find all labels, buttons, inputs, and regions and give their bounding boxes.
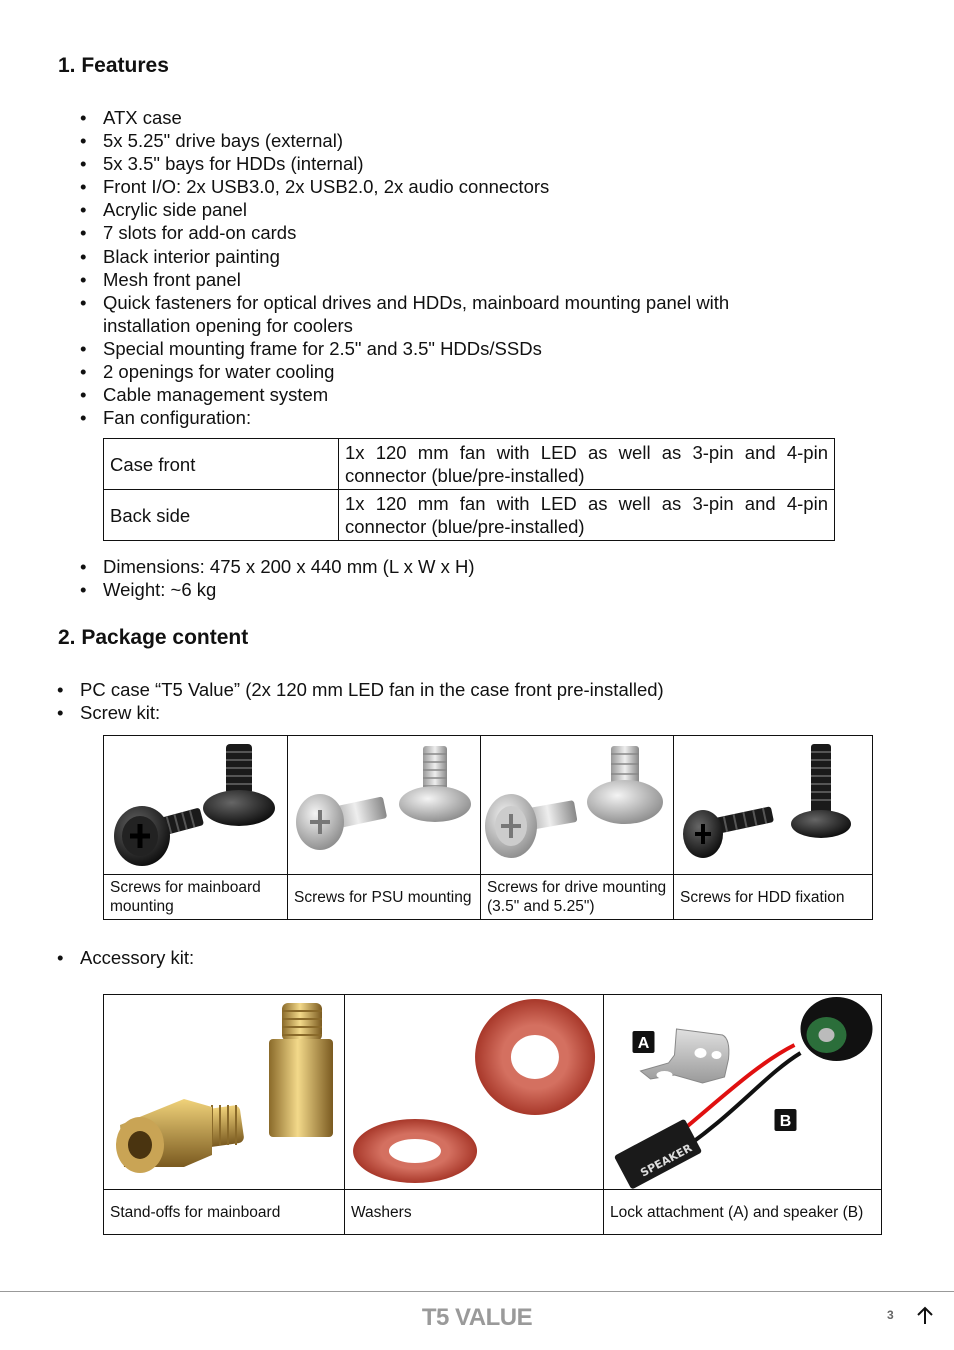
- features-list: [80, 106, 813, 429]
- list-item: • 2 openings for water cooling: [80, 360, 813, 383]
- features-heading: 1. Features: [58, 54, 169, 77]
- list-item: • Fan configuration:: [80, 406, 813, 429]
- list-item: • PC case “T5 Value” (2x 120 mm LED fan in the case front pre-installed): [57, 678, 664, 701]
- footer-brand: T5 VALUE: [421, 1304, 533, 1331]
- brass-standoffs-illustration: [104, 995, 344, 1189]
- table-row: [104, 439, 835, 490]
- image-row: [104, 995, 882, 1190]
- caption-psu: Screws for PSU mounting: [288, 875, 481, 920]
- list-item: • 5x 3.5" bays for HDDs (internal): [80, 152, 813, 175]
- screw-image-hdd: [674, 736, 873, 875]
- list-item: • Front I/O: 2x USB3.0, 2x USB2.0, 2x audio connectors: [80, 175, 813, 198]
- features-list-after: [80, 555, 475, 601]
- package-heading: 2. Package content: [58, 626, 249, 649]
- washers-image: [345, 995, 604, 1190]
- screw-image-drive: [481, 736, 674, 875]
- silver-screws-illustration: [288, 736, 480, 874]
- fan-position: Case front: [104, 439, 339, 490]
- footer-divider: [0, 1291, 954, 1292]
- standoff-image: [104, 995, 345, 1190]
- table-row: [104, 490, 835, 541]
- accessory-list: [57, 946, 194, 969]
- fan-position: Back side: [104, 490, 339, 541]
- page-number: 3: [887, 1308, 894, 1322]
- list-item: • Quick fasteners for optical drives and HDDs, mainboard mounting panel with installation opening for coolers: [80, 291, 813, 337]
- package-list: [57, 678, 664, 724]
- list-item: • Cable management system: [80, 383, 813, 406]
- caption-hdd: Screws for HDD fixation: [674, 875, 873, 920]
- screw-kit-table: [103, 735, 873, 920]
- caption-row: [104, 1190, 882, 1235]
- screw-image-mainboard: [104, 736, 288, 875]
- hdd-screws-illustration: [674, 736, 872, 874]
- speaker-connector-text: SPEAKER: [638, 1141, 695, 1180]
- list-item: • Special mounting frame for 2.5" and 3.5" HDDs/SSDs: [80, 337, 813, 360]
- list-item: • Accessory kit:: [57, 946, 194, 969]
- red-washers-illustration: [345, 995, 603, 1189]
- arrow-up-icon[interactable]: [914, 1305, 936, 1327]
- list-item: • Black interior painting: [80, 245, 813, 268]
- list-item: • 5x 5.25" drive bays (external): [80, 129, 813, 152]
- screw-image-psu: [288, 736, 481, 875]
- accessory-kit-table: [103, 994, 882, 1235]
- list-item: • Acrylic side panel: [80, 198, 813, 221]
- list-item: • 7 slots for add-on cards: [80, 221, 813, 244]
- list-item: • ATX case: [80, 106, 813, 129]
- caption-mainboard: Screws for mainboard mounting: [104, 875, 288, 920]
- image-row: [104, 736, 873, 875]
- label-a: A: [637, 1035, 650, 1052]
- caption-row: [104, 875, 873, 920]
- caption-lock-speaker: Lock attachment (A) and speaker (B): [604, 1190, 882, 1235]
- list-item: • Weight: ~6 kg: [80, 578, 475, 601]
- caption-drive: Screws for drive mounting (3.5" and 5.25"): [481, 875, 674, 920]
- fan-description: 1x 120 mm fan with LED as well as 3-pin and 4-pin connector (blue/pre-installed): [339, 490, 835, 541]
- fan-description: 1x 120 mm fan with LED as well as 3-pin and 4-pin connector (blue/pre-installed): [339, 439, 835, 490]
- list-item: • Dimensions: 475 x 200 x 440 mm (L x W x H): [80, 555, 475, 578]
- fan-configuration-table: [103, 438, 835, 541]
- lock-speaker-image: [604, 995, 882, 1190]
- caption-standoffs: Stand-offs for mainboard: [104, 1190, 345, 1235]
- black-screws-illustration: [104, 736, 287, 874]
- label-b: B: [779, 1113, 792, 1130]
- caption-washers: Washers: [345, 1190, 604, 1235]
- list-item: • Screw kit:: [57, 701, 664, 724]
- list-item: • Mesh front panel: [80, 268, 813, 291]
- drive-screws-illustration: [481, 736, 673, 874]
- lock-and-speaker-illustration: [604, 995, 881, 1189]
